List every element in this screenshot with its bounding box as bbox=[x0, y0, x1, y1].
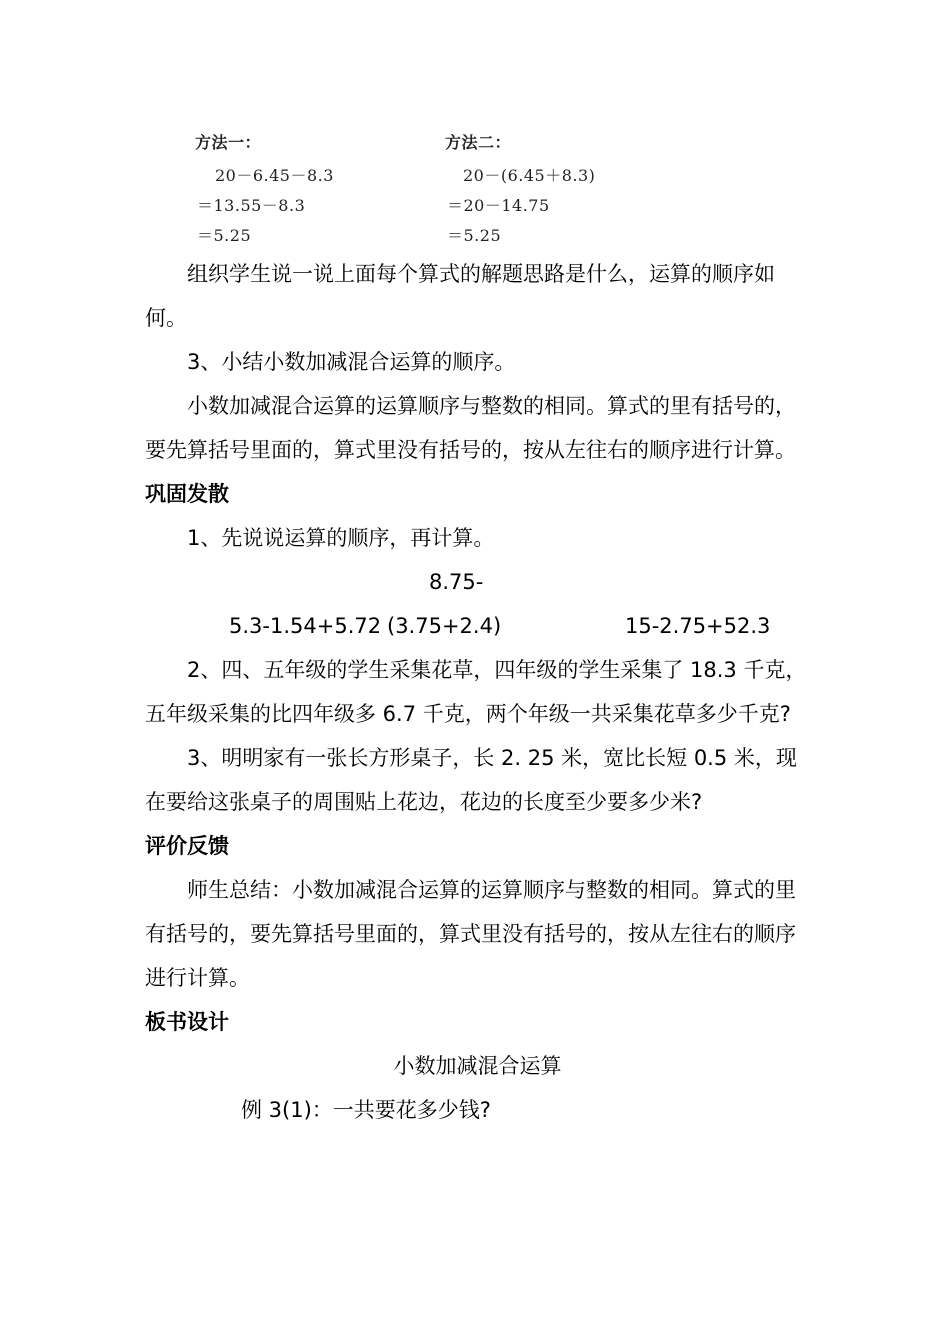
board-example: 例 3(1)：一共要花多少钱? bbox=[241, 1098, 491, 1122]
method-one-line-2: ＝13.55－8.3 bbox=[197, 196, 306, 215]
paragraph-discussion: 组织学生说一说上面每个算式的解题思路是什么，运算的顺序如何。 bbox=[145, 262, 775, 330]
methods-figure bbox=[195, 130, 635, 245]
exercise-2: 2、四、五年级的学生采集花草，四年级的学生采集了 18.3 千克，五年级采集的比四年级多 6.7 千克，两个年级一共采集花草多少千克? bbox=[145, 658, 807, 726]
expression-2: 8.75- (3.75+2.4) bbox=[387, 570, 502, 638]
method-two-title: 方法二： bbox=[445, 133, 512, 152]
method-two-line-1: 20－(6.45＋8.3) bbox=[463, 166, 596, 185]
board-title: 小数加减混合运算 bbox=[393, 1054, 562, 1078]
expression-3: 15-2.75+52.3 bbox=[625, 614, 771, 638]
exercise-3: 3、明明家有一张长方形桌子，长 2. 25 米，宽比长短 0.5 米，现在要给这张桌子的周围贴上花边，花边的长度至少要多少米? bbox=[145, 746, 797, 814]
paragraph-teacher-summary: 师生总结：小数加减混合运算的运算顺序与整数的相同。算式的里有括号的，要先算括号里面的，算式里没有括号的，按从左往右的顺序进行计算。 bbox=[145, 878, 796, 990]
section-heading-board-design: 板书设计 bbox=[145, 1010, 229, 1034]
paragraph-order-rule: 小数加减混合运算的运算顺序与整数的相同。算式的里有括号的，要先算括号里面的，算式里没有括号的，按从左往右的顺序进行计算。 bbox=[145, 394, 796, 462]
method-two-line-3: ＝5.25 bbox=[447, 226, 502, 245]
document-body bbox=[145, 252, 810, 1132]
method-two-line-2: ＝20－14.75 bbox=[447, 196, 550, 215]
method-one-title: 方法一： bbox=[195, 133, 262, 152]
section-heading-consolidate: 巩固发散 bbox=[145, 482, 229, 506]
section-heading-feedback: 评价反馈 bbox=[145, 834, 229, 858]
exercise-1: 1、先说说运算的顺序，再计算。 bbox=[187, 526, 495, 550]
expression-1: 5.3-1.54+5.72 bbox=[229, 614, 382, 638]
method-one-line-3: ＝5.25 bbox=[197, 226, 252, 245]
method-one-line-1: 20－6.45－8.3 bbox=[215, 166, 334, 185]
exercise-1-expressions bbox=[145, 560, 810, 648]
paragraph-summary-heading: 3、小结小数加减混合运算的顺序。 bbox=[187, 350, 516, 374]
